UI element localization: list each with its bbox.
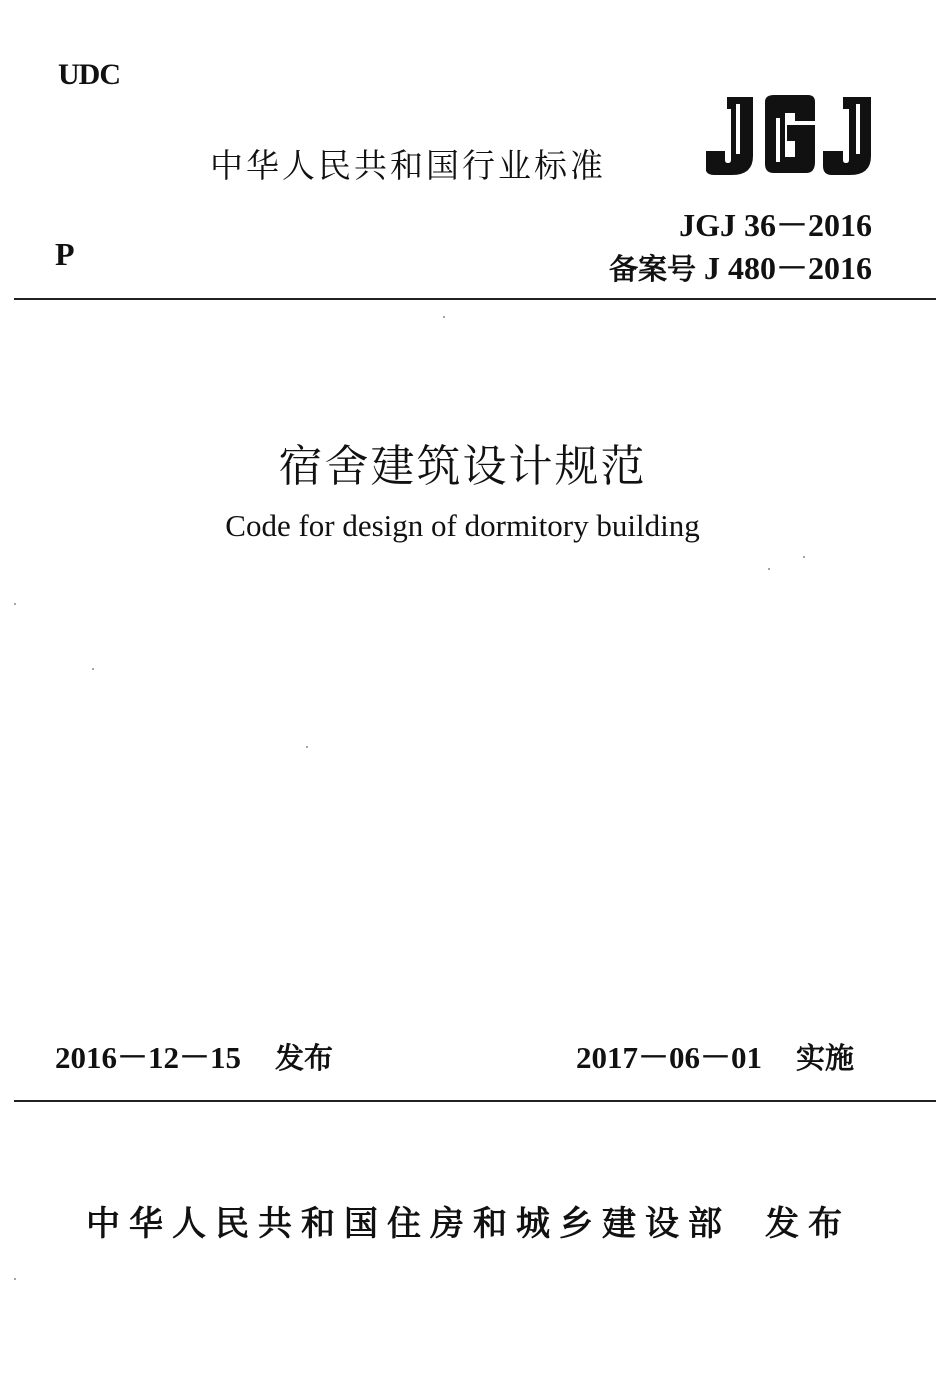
filing-label: 备案号 — [608, 252, 696, 286]
implement-label: 实施 — [796, 1041, 855, 1075]
implement-date-line — [576, 1032, 854, 1077]
top-divider — [14, 298, 936, 300]
scan-speck — [14, 1278, 16, 1280]
issue-date: 2016－12－15 — [55, 1040, 241, 1075]
implement-date: 2017－06－01 — [576, 1040, 762, 1075]
issue-label: 发布 — [275, 1041, 334, 1075]
title-chinese: 宿舍建筑设计规范 — [278, 441, 647, 492]
scan-speck — [443, 316, 445, 318]
publisher-line — [86, 1196, 851, 1245]
standard-number: JGJ 36－2016 — [679, 207, 872, 243]
filing-number-line — [609, 243, 872, 289]
scan-speck — [14, 603, 16, 605]
classification-code: P — [55, 236, 75, 272]
publisher-name: 中华人民共和国住房和城乡建设部 — [86, 1204, 731, 1244]
jgj-logo-icon — [706, 92, 876, 178]
issue-date-line — [55, 1032, 333, 1077]
title-english: Code for design of dormitory building — [225, 508, 700, 543]
industry-standard-heading: 中华人民共和国行业标准 — [210, 146, 606, 185]
bottom-divider — [14, 1100, 936, 1102]
jgj-logo — [706, 92, 876, 178]
publisher-action: 发布 — [765, 1204, 851, 1244]
filing-number: J 480－2016 — [703, 250, 872, 286]
scan-speck — [306, 746, 308, 748]
scan-speck — [768, 568, 770, 570]
scan-speck — [803, 556, 805, 558]
scan-speck — [92, 668, 94, 670]
udc-label: UDC — [58, 58, 120, 91]
